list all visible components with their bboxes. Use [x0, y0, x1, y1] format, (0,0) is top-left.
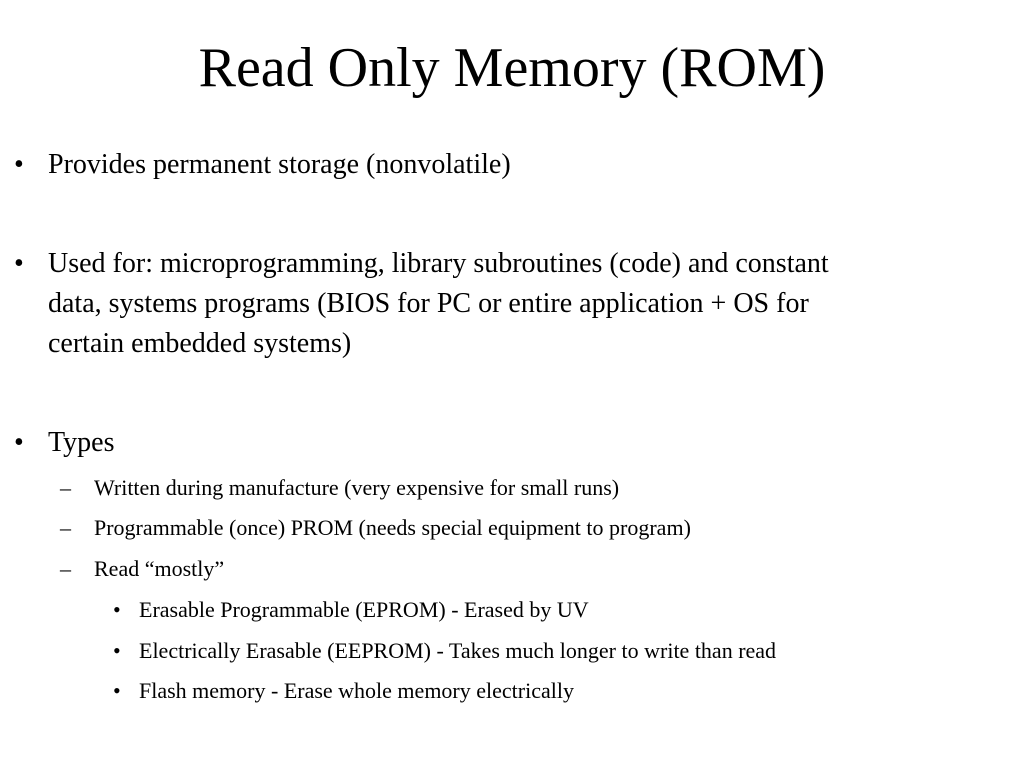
bullet-text: Provides permanent storage (nonvolatile)	[48, 149, 511, 180]
bullet-marker: •	[113, 638, 121, 663]
bullet-item-types	[14, 423, 115, 463]
bullet-marker: •	[113, 597, 121, 622]
bullet-marker: •	[14, 427, 24, 458]
bullet-marker: •	[14, 248, 24, 279]
sub-bullet-item-prom	[60, 513, 691, 543]
sub-sub-bullet-text: Electrically Erasable (EEPROM) - Takes much longer to write than read	[139, 638, 777, 663]
dash-marker: –	[60, 515, 71, 540]
sub-bullet-text: Programmable (once) PROM (needs special equipment to program)	[94, 515, 691, 540]
dash-marker: –	[60, 556, 71, 581]
bullet-item-permanent-storage	[14, 145, 511, 185]
bullet-text-line: data, systems programs (BIOS for PC or entire application + OS for	[48, 288, 809, 319]
sub-bullet-item-written-during-manufacture	[60, 473, 620, 503]
sub-bullet-text: Written during manufacture (very expensive for small runs)	[94, 475, 620, 500]
bullet-marker: •	[14, 149, 24, 180]
bullet-text: Types	[48, 427, 115, 458]
sub-sub-bullet-text: Erasable Programmable (EPROM) - Erased by UV	[139, 597, 589, 622]
bullet-text-line: certain embedded systems)	[48, 328, 352, 359]
sub-sub-bullet-text: Flash memory - Erase whole memory electrically	[139, 678, 574, 703]
sub-bullet-text: Read “mostly”	[94, 556, 225, 581]
slide-title: Read Only Memory (ROM)	[198, 37, 826, 99]
sub-sub-bullet-item-flash-memory	[113, 676, 574, 706]
sub-bullet-item-read-mostly	[60, 554, 225, 584]
dash-marker: –	[60, 475, 71, 500]
bullet-marker: •	[113, 678, 121, 703]
sub-sub-bullet-item-eprom	[113, 595, 589, 625]
sub-sub-bullet-item-eeprom	[113, 636, 777, 666]
bullet-item-used-for	[14, 244, 829, 364]
bullet-text-line: Used for: microprogramming, library subroutines (code) and constant	[48, 248, 829, 279]
